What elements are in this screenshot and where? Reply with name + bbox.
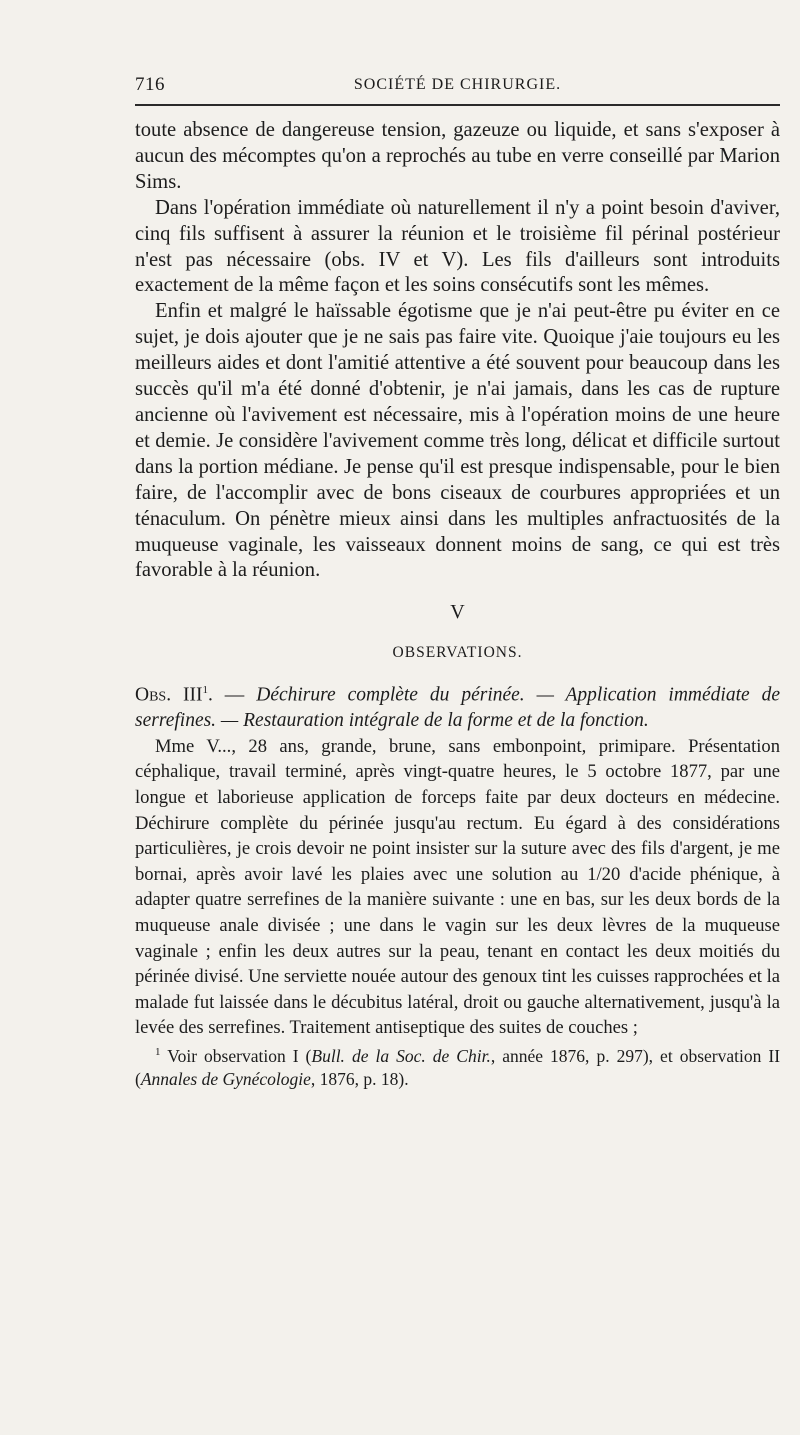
- footnote-text-b: , année 1876, p. 297), et observation II (: [135, 1045, 781, 1089]
- section-title: OBSERVATIONS.: [392, 644, 523, 662]
- case-paragraph: Mme V..., 28 ans, grande, brune, sans embonpoint, primipare. Présentation céphalique, travail terminé, après vingt-quatre heures, le 5 octobre 1877, par une longue et laborieuse application de forceps faite par deux docteurs en médecine. Déchirure complète du périnée jusqu'au rectum. Eu égard à des considérations particulières, je crois devoir ne point insister sur la suture avec des fils d'argent, je me bornai, après avoir lavé les plaies avec une solution au 1/20 d'acide phénique, à adapter quatre serrefines de la manière suivante : une en bas, sur les deux bords de la muqueuse anale divisée ; une dans le vagin sur les deux lèvres de la muqueuse vaginale ; enfin les deux autres sur la peau, tenant en contact les deux moitiés du périnée divisé. Une serviette nouée autour des genoux tint les cuisses rapprochées et la malade fut laissée dans le décubitus latéral, droit ou gauche alternativement, jusqu'à la levée des serrefines. Traitement antiseptique des suites de couches ;: [135, 735, 780, 1039]
- section-numeral: V: [450, 601, 465, 624]
- footnote-mark: 1: [155, 1045, 161, 1058]
- footnote-ref-bulletin: Bull. de la Soc. de Chir.: [311, 1045, 491, 1066]
- observation-separator: . —: [208, 684, 257, 706]
- observation-label: Obs. III: [135, 684, 203, 706]
- footnote-text-c: , 1876, p. 18).: [310, 1068, 409, 1089]
- footnote: [135, 1041, 780, 1091]
- header-rule: [135, 104, 780, 106]
- footnote-ref-annales: Annales de Gynécologie: [140, 1068, 311, 1089]
- body-text: [135, 118, 780, 1091]
- observation-heading: [135, 678, 780, 734]
- paragraph: Dans l'opération immédiate où naturellement il n'y a point besoin d'aviver, cinq fils suffisent à assurer la réunion et le troisième fil périnal postérieur n'est pas nécessaire (obs. IV et V). Les fils d'ailleurs sont introduits exactement de la même façon et les soins consécutifs sont les mêmes.: [135, 196, 780, 297]
- footnote-text-a: Voir observation I (: [167, 1045, 312, 1066]
- paragraph: toute absence de dangereuse tension, gazeuze ou liquide, et sans s'exposer à aucun des mécomptes qu'on a reprochés au tube en verre conseillé par Marion Sims.: [135, 119, 780, 193]
- running-title: SOCIÉTÉ DE CHIRURGIE.: [353, 76, 562, 93]
- paragraph: Enfin et malgré le haïssable égotisme que je n'ai peut-être pu éviter en ce sujet, je dois ajouter que je ne sais pas faire vite. Quoique j'aie toujours eu les meilleurs aides et dont l'amitié attentive a été souvent pour beaucoup dans les succès qu'il m'a été donné d'obtenir, je n'ai jamais, dans les cas de rupture ancienne où l'avivement est nécessaire, mis à l'opération moins de une heure et demie. Je considère l'avivement comme très long, délicat et difficile surtout dans la portion médiane. Je pense qu'il est presque indispensable, pour le bien faire, de l'accomplir avec de bons ciseaux de courbures appropriées et un ténaculum. On pénètre mieux ainsi dans les multiples anfractuosités de la muqueuse vaginale, les vaisseaux donnent moins de sang, ce qui est très favorable à la réunion.: [135, 300, 780, 582]
- observation-title: Déchirure complète du périnée. — Application immédiate de serrefines. — Restauration intégrale de la forme et de la fonction.: [135, 684, 780, 732]
- page-header: [135, 74, 780, 100]
- footnote-reference: 1: [202, 684, 208, 697]
- page-number: 716: [135, 74, 165, 95]
